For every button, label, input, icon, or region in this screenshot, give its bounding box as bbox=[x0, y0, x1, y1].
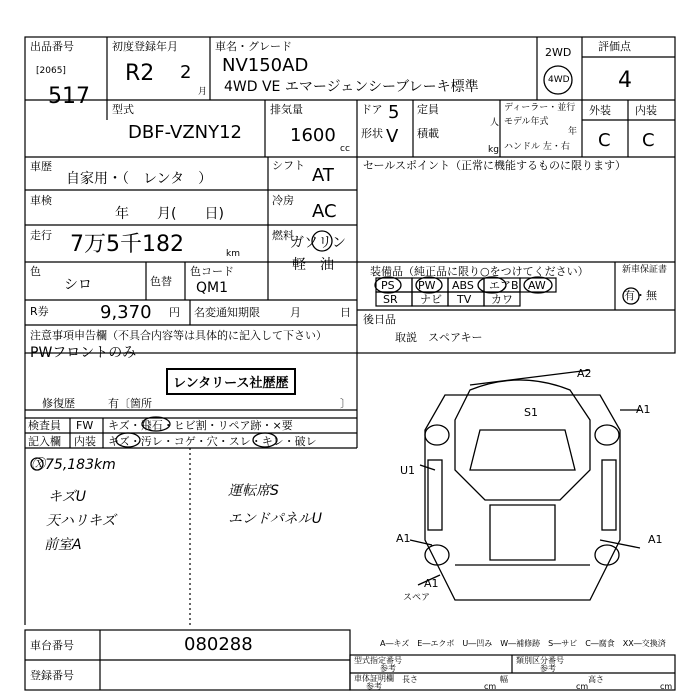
first-reg-month: 2 bbox=[180, 62, 192, 83]
drive-4wd: 4WD bbox=[548, 75, 570, 85]
inspector-label: 検査員 bbox=[28, 419, 61, 432]
notes-label: 注意事項申告欄（不具合内容等は具体的に記入して下さい） bbox=[30, 329, 327, 342]
bottom-height: 高さ bbox=[588, 675, 604, 684]
bottom-type-no: 型式指定番号 bbox=[354, 656, 402, 665]
inspector-codes: キズ・飛石・ヒビ割・リペア跡・×要 bbox=[108, 419, 293, 432]
score-value: 4 bbox=[618, 68, 632, 93]
hand-left-1: キズU bbox=[48, 489, 86, 505]
car-diagram bbox=[410, 367, 640, 600]
hand-right-2: エンドパネルU bbox=[228, 511, 322, 527]
equip-ps: PS bbox=[381, 279, 395, 292]
bottom-width-unit: cm bbox=[576, 682, 589, 691]
shape-label: 形状 bbox=[361, 127, 383, 140]
color-tone-label: 色替 bbox=[150, 275, 172, 288]
mark-spare: スペア bbox=[403, 593, 431, 603]
model-code-label: 型式 bbox=[112, 103, 134, 116]
recycle-unit: 円 bbox=[169, 306, 180, 319]
mileage-label: 走行 bbox=[30, 229, 52, 242]
repair-label: 修復歴 bbox=[42, 397, 75, 410]
hand-right-1: 運転席S bbox=[228, 483, 279, 499]
after-fit-label: 後日品 bbox=[363, 313, 396, 326]
warranty-value: 有・無 bbox=[624, 289, 657, 302]
shift-value: AT bbox=[312, 165, 334, 186]
sales-point-label: セールスポイント（正常に機能するものに限ります） bbox=[363, 159, 627, 172]
equip-sr: SR bbox=[383, 293, 398, 306]
displacement-value: 1600 bbox=[290, 125, 336, 146]
inspector-fw: FW bbox=[76, 419, 94, 432]
first-reg-label: 初度登録年月 bbox=[112, 40, 178, 53]
dealer-model-year: モデル年式 bbox=[504, 117, 549, 127]
history-value: 自家用・（ レンタ ） bbox=[66, 171, 213, 187]
mark-a1-rear: A1 bbox=[424, 577, 439, 590]
transfer-day: 日 bbox=[340, 306, 351, 319]
capacity-unit: 人 bbox=[490, 118, 500, 128]
equipment-label: 装備品（純正品に限り○をつけてください） bbox=[370, 265, 589, 278]
mark-a1-front: A1 bbox=[636, 403, 651, 416]
dealer-year-unit: 年 bbox=[568, 127, 578, 137]
equip-abs: ABS bbox=[452, 279, 474, 292]
bottom-height-unit: cm bbox=[660, 682, 673, 691]
exterior-score: C bbox=[598, 130, 611, 151]
chassis-label: 車台番号 bbox=[30, 639, 74, 652]
equip-airbag: エアB bbox=[489, 279, 519, 292]
bottom-class-no: 類別区分番号 bbox=[516, 656, 564, 665]
lot-number: 517 bbox=[48, 84, 90, 109]
equip-leather: カワ bbox=[491, 293, 513, 306]
color-code: QM1 bbox=[196, 280, 229, 296]
mark-a1-left: A1 bbox=[396, 532, 411, 545]
color-code-label: 色コード bbox=[190, 265, 234, 278]
mark-u1: U1 bbox=[400, 464, 416, 477]
model-code-value: DBF-VZNY12 bbox=[128, 122, 243, 143]
score-label: 評価点 bbox=[598, 40, 631, 53]
exterior-label: 外装 bbox=[589, 104, 611, 117]
bottom-ref-3: 参考 bbox=[366, 682, 382, 691]
after-fit-value: 取説 スペアキー bbox=[395, 331, 483, 344]
recycle-label: R券 bbox=[30, 305, 49, 318]
bottom-length: 長さ bbox=[402, 675, 418, 684]
hand-left-3: 前室A bbox=[44, 537, 82, 553]
aircon-label: 冷房 bbox=[272, 194, 294, 207]
recycle-value: 9,370 bbox=[100, 302, 152, 323]
car-model: NV150AD bbox=[222, 55, 309, 76]
warranty-label: 新車保証書 bbox=[622, 265, 668, 275]
entry-interior: 内装 bbox=[74, 435, 96, 448]
repair-bracket-end: 〕 bbox=[340, 397, 351, 410]
repair-value: 有〔箇所 bbox=[108, 397, 152, 410]
fuel-diesel: 軽 油 bbox=[292, 257, 334, 273]
lot-label: 出品番号 bbox=[30, 40, 74, 53]
doors-value: 5 bbox=[388, 102, 400, 123]
fuel-gasoline: ガソリン bbox=[290, 235, 346, 251]
bottom-width: 幅 bbox=[500, 675, 508, 684]
notes-value: PWフロントのみ bbox=[30, 345, 137, 361]
transfer-month: 月 bbox=[290, 306, 301, 319]
mileage-unit: km bbox=[226, 249, 240, 259]
car-grade: 4WD VE エマージェンシーブレーキ標準 bbox=[224, 79, 479, 95]
car-label: 車名・グレード bbox=[215, 40, 292, 53]
load-label: 積載 bbox=[417, 127, 439, 140]
mark-s1: S1 bbox=[524, 406, 538, 419]
entry-label: 記入欄 bbox=[28, 435, 61, 448]
color-label: 色 bbox=[30, 265, 41, 278]
inspection-label: 車検 bbox=[30, 194, 52, 207]
equip-pw: PW bbox=[418, 279, 436, 292]
first-reg-era: R2 bbox=[125, 61, 155, 86]
rental-stamp: レンタリース社歴歴 bbox=[166, 368, 296, 395]
hand-odometer: Ⓧ75,183km bbox=[31, 457, 116, 473]
color-value: シロ bbox=[64, 277, 92, 293]
capacity-label: 定員 bbox=[417, 103, 439, 116]
displacement-unit: cc bbox=[340, 144, 350, 154]
aircon-value: AC bbox=[312, 201, 337, 222]
bottom-ref-2: 参考 bbox=[540, 664, 556, 673]
mark-a2: A2 bbox=[577, 367, 592, 380]
shape-value: V bbox=[386, 126, 399, 147]
chassis-value: 080288 bbox=[184, 634, 253, 655]
fuel-label: 燃料 bbox=[272, 229, 294, 242]
dealer-label: ディーラー・並行 bbox=[504, 103, 576, 113]
inspection-value: 年 月( 日) bbox=[115, 206, 224, 222]
displacement-label: 排気量 bbox=[270, 103, 303, 116]
shift-label: シフト bbox=[272, 159, 305, 172]
equip-navi: ナビ bbox=[420, 293, 442, 306]
bottom-ref-1: 参考 bbox=[380, 664, 396, 673]
hand-left-2: 天ハリキズ bbox=[46, 513, 116, 529]
transfer-label: 名変通知期限 bbox=[194, 306, 260, 319]
registration-label: 登録番号 bbox=[30, 669, 74, 682]
bottom-body-cert: 車体証明欄 bbox=[354, 674, 394, 683]
equip-tv: TV bbox=[457, 293, 472, 306]
equip-aw: AW bbox=[528, 279, 546, 292]
interior-label: 内装 bbox=[635, 104, 657, 117]
interior-score: C bbox=[642, 130, 655, 151]
bottom-length-unit: cm bbox=[484, 682, 497, 691]
drive-2wd: 2WD bbox=[545, 46, 572, 59]
mileage-value: 7万5千182 bbox=[70, 232, 184, 257]
doors-label: ドア bbox=[361, 103, 383, 116]
history-label: 車歴 bbox=[30, 160, 52, 173]
entry-codes: キズ・汚レ・コゲ・穴・スレ・キレ・破レ bbox=[108, 435, 317, 448]
mark-a1-right: A1 bbox=[648, 533, 663, 546]
legend: A―キズ E―エクボ U―凹み W―補修跡 S―サビ C―腐食 XX―交換済 bbox=[380, 639, 666, 648]
dealer-handle: ハンドル 左・右 bbox=[504, 142, 570, 152]
first-reg-month-unit: 月 bbox=[198, 87, 208, 97]
lot-sub: [2065] bbox=[36, 66, 66, 76]
load-unit: kg bbox=[488, 145, 499, 155]
